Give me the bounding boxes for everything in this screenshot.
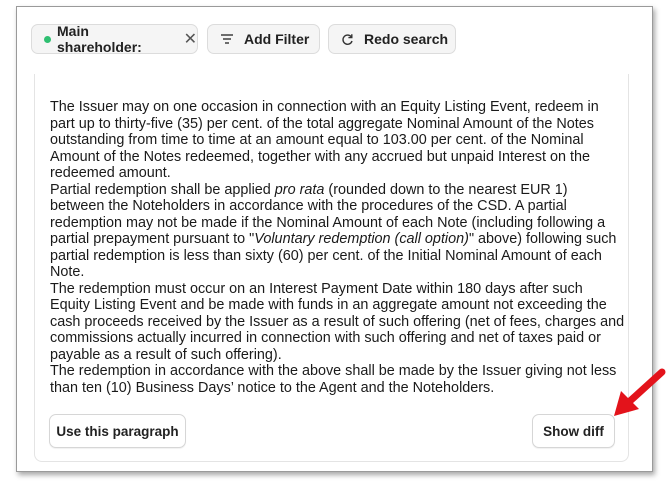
redo-search-button[interactable]	[328, 24, 456, 54]
filter-icon	[220, 33, 234, 45]
add-filter-label: Add Filter	[244, 31, 310, 47]
emphasis-voluntary-redemption: Voluntary redemption (call option)	[254, 231, 469, 247]
paragraph-2	[50, 182, 625, 281]
redo-search-label: Redo search	[364, 31, 449, 47]
add-filter-button[interactable]	[207, 24, 320, 54]
use-paragraph-button[interactable]: Use this paragraph	[49, 414, 186, 448]
shareholder-filter-chip[interactable]	[31, 24, 198, 54]
show-diff-button[interactable]: Show diff	[532, 414, 615, 448]
paragraph-2-part-b: (rounded down to the nearest EUR 1) between the Noteholders in accordance with the procedures of the CSD. A partial redemption may not be made if the Nominal Amount of each Note (including following a partial prepayment pursuant to "	[50, 181, 606, 247]
paragraph-text	[50, 99, 625, 396]
paragraph-4: The redemption in accordance with the above shall be made by the Issuer giving not less than ten (10) Business Days’ notice to the Agent and the Noteholders.	[50, 363, 617, 396]
arrow-annotation-icon	[610, 368, 666, 420]
shareholder-filter-label: Main shareholder:	[57, 23, 142, 55]
paragraph-2-part-a: Partial redemption shall be applied	[50, 181, 275, 198]
status-dot	[44, 36, 51, 43]
emphasis-pro-rata: pro rata	[274, 181, 325, 198]
close-icon[interactable]: ✕	[183, 31, 197, 48]
paragraph-3: The redemption must occur on an Interest Payment Date within 180 days after such Equity Listing Event and be made with funds in an aggregate amount not exceeding the cash proceeds received by the Issuer as a result of such offering (net of fees, charges and commissions actually incurred in connection with such offering and net of taxes paid or payable as a result of such offering).	[50, 280, 625, 363]
redo-icon	[341, 33, 354, 46]
paragraph-2-part-c: " above) following such partial redemption is less than sixty (60) per cent. of the Initial Nominal Amount of each Note.	[50, 231, 617, 280]
paragraph-1: The Issuer may on one occasion in connection with an Equity Listing Event, redeem in part up to thirty-five (35) per cent. of the total aggregate Nominal Amount of the Notes outstanding from time to time at an amount equal to 103.00 per cent. of the Nominal Amount of the Notes redeemed, together with any accrued but unpaid Interest on the redeemed amount.	[50, 99, 599, 181]
